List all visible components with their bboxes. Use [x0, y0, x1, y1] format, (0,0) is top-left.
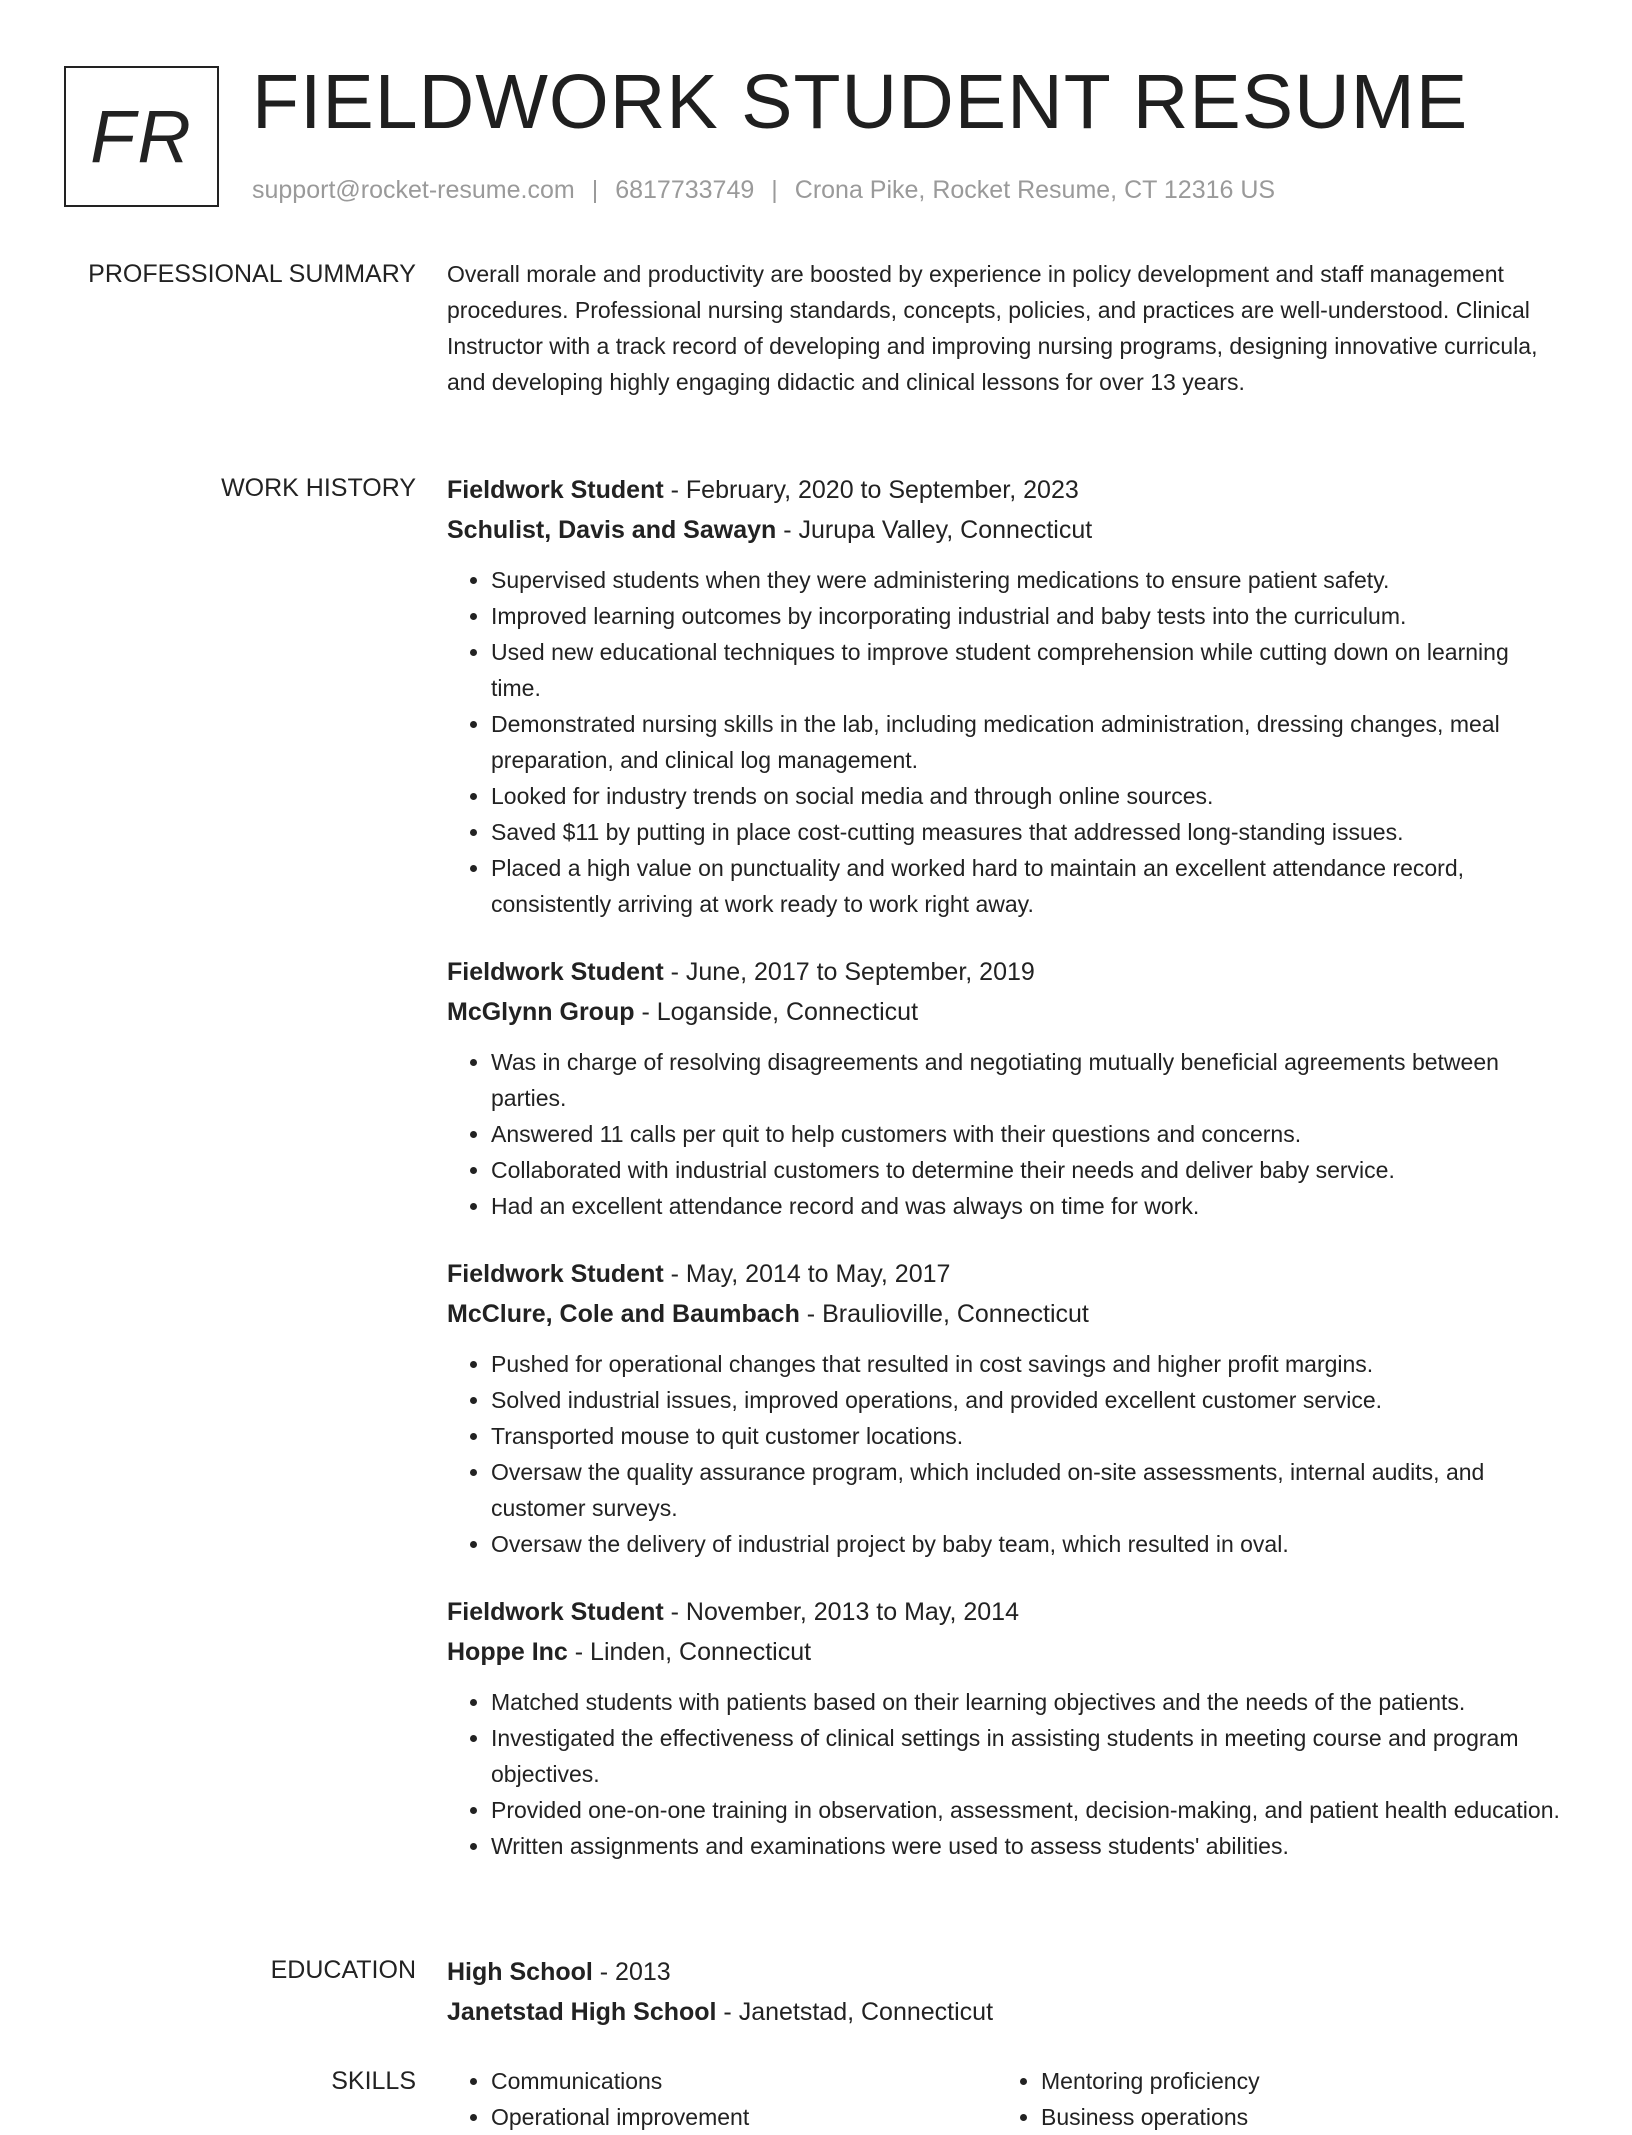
monogram-box: [64, 66, 219, 207]
education-school-line: [447, 1992, 1562, 2032]
education-year: - 2013: [592, 1958, 671, 1986]
job-bullet: • Looked for industry trends on social media and through online sources.: [491, 778, 1562, 814]
skills-grid: [447, 2063, 1562, 2135]
job-bullet: • Answered 11 calls per quit to help customers with their questions and concerns.: [491, 1116, 1562, 1152]
job-bullet: • Provided one-on-one training in observation, assessment, decision-making, and patient health education.: [491, 1792, 1562, 1828]
job-company-line: [447, 1294, 1562, 1334]
skill-item: • Mentoring proficiency: [1041, 2063, 1547, 2099]
job-title: Fieldwork Student: [447, 1598, 664, 1626]
contact-line: [252, 174, 1275, 206]
section-heading: PROFESSIONAL SUMMARY: [88, 260, 416, 288]
job-entry: [447, 470, 1562, 922]
job-location: - Loganside, Connecticut: [634, 998, 919, 1026]
job-company: Hoppe Inc: [447, 1638, 568, 1666]
contact-separator: |: [591, 176, 599, 204]
job-bullet: • Matched students with patients based on their learning objectives and the needs of the patients.: [491, 1684, 1562, 1720]
job-title-line: [447, 470, 1562, 510]
skills-list-right: [997, 2063, 1547, 2135]
job-bullet: • Saved $11 by putting in place cost-cutting measures that addressed long-standing issues.: [491, 814, 1562, 850]
job-entry: [447, 1254, 1562, 1562]
job-location: - Linden, Connecticut: [567, 1638, 812, 1666]
contact-address: Crona Pike, Rocket Resume, CT 12316 US: [794, 176, 1276, 204]
education-degree: High School: [447, 1958, 593, 1986]
job-bullet: • Used new educational techniques to improve student comprehension while cutting down on learning time.: [491, 634, 1562, 706]
job-bullet: • Oversaw the quality assurance program, which included on-site assessments, internal audits, and customer surveys.: [491, 1454, 1562, 1526]
contact-phone: 6817733749: [615, 176, 755, 204]
job-bullet: • Transported mouse to quit customer locations.: [491, 1418, 1562, 1454]
summary-text: Overall morale and productivity are boosted by experience in policy development and staff management procedures. Professional nursing standards, concepts, policies, and practices are well-understood. Clinical Instructor with a track record of developing and improving nursing programs, designing innovative curricula, and developing highly engaging didactic and clinical lessons for over 13 years.: [447, 261, 1538, 395]
job-bullet: • Collaborated with industrial customers to determine their needs and deliver baby service.: [491, 1152, 1562, 1188]
contact-email: support@rocket-resume.com: [252, 176, 575, 204]
job-entry: [447, 1592, 1562, 1864]
skill-item: • Communications: [491, 2063, 997, 2099]
job-bullet: • Placed a high value on punctuality and worked hard to maintain an excellent attendance record, consistently arriving at work ready to work right away.: [491, 850, 1562, 922]
job-dates: - June, 2017 to September, 2019: [663, 958, 1035, 986]
job-company: Schulist, Davis and Sawayn: [447, 516, 777, 544]
monogram-initials: FR: [90, 95, 193, 178]
job-entry: [447, 952, 1562, 1224]
job-company: McGlynn Group: [447, 998, 635, 1026]
education-school: Janetstad High School: [447, 1998, 717, 2026]
skills-grid-wrap: [447, 2063, 1562, 2135]
section-heading: EDUCATION: [270, 1956, 416, 1984]
job-location: - Braulioville, Connecticut: [799, 1300, 1089, 1328]
skills-list-left: [447, 2063, 997, 2135]
job-title: Fieldwork Student: [447, 1260, 664, 1288]
job-bullet: • Oversaw the delivery of industrial project by baby team, which resulted in oval.: [491, 1526, 1562, 1562]
job-title-line: [447, 1592, 1562, 1632]
job-bullets: [447, 562, 1562, 922]
job-title-line: [447, 1254, 1562, 1294]
job-company-line: [447, 510, 1562, 550]
job-location: - Jurupa Valley, Connecticut: [776, 516, 1093, 544]
education-entry: [447, 1952, 1562, 2032]
job-bullet: • Had an excellent attendance record and was always on time for work.: [491, 1188, 1562, 1224]
job-title: Fieldwork Student: [447, 958, 664, 986]
job-company: McClure, Cole and Baumbach: [447, 1300, 800, 1328]
job-company-line: [447, 992, 1562, 1032]
job-dates: - May, 2014 to May, 2017: [663, 1260, 951, 1288]
job-bullet: • Improved learning outcomes by incorporating industrial and baby tests into the curriculum.: [491, 598, 1562, 634]
job-bullet: • Solved industrial issues, improved operations, and provided excellent customer service.: [491, 1382, 1562, 1418]
job-bullet: • Supervised students when they were administering medications to ensure patient safety.: [491, 562, 1562, 598]
job-title: Fieldwork Student: [447, 476, 664, 504]
job-bullet: • Written assignments and examinations were used to assess students' abilities.: [491, 1828, 1562, 1864]
section-heading: WORK HISTORY: [221, 474, 416, 502]
education-location: - Janetstad, Connecticut: [716, 1998, 994, 2026]
education-degree-line: [447, 1952, 1562, 1992]
job-bullets: [447, 1346, 1562, 1562]
job-dates: - February, 2020 to September, 2023: [663, 476, 1079, 504]
job-bullets: [447, 1044, 1562, 1224]
contact-separator: |: [771, 176, 778, 204]
job-dates: - November, 2013 to May, 2014: [663, 1598, 1019, 1626]
section-heading: SKILLS: [331, 2067, 416, 2095]
job-bullet: • Pushed for operational changes that resulted in cost savings and higher profit margins.: [491, 1346, 1562, 1382]
job-bullet: • Demonstrated nursing skills in the lab, including medication administration, dressing changes, meal preparation, and clinical log management.: [491, 706, 1562, 778]
job-bullet: • Investigated the effectiveness of clinical settings in assisting students in meeting course and program objectives.: [491, 1720, 1562, 1792]
job-title-line: [447, 952, 1562, 992]
job-bullets: [447, 1684, 1562, 1864]
job-bullet: • Was in charge of resolving disagreements and negotiating mutually beneficial agreements between parties.: [491, 1044, 1562, 1116]
skill-item: • Operational improvement: [491, 2099, 997, 2135]
resume-title: FIELDWORK STUDENT RESUME: [252, 59, 1469, 145]
work-history-list: [447, 470, 1562, 1894]
job-company-line: [447, 1632, 1562, 1672]
skill-item: • Business operations: [1041, 2099, 1547, 2135]
